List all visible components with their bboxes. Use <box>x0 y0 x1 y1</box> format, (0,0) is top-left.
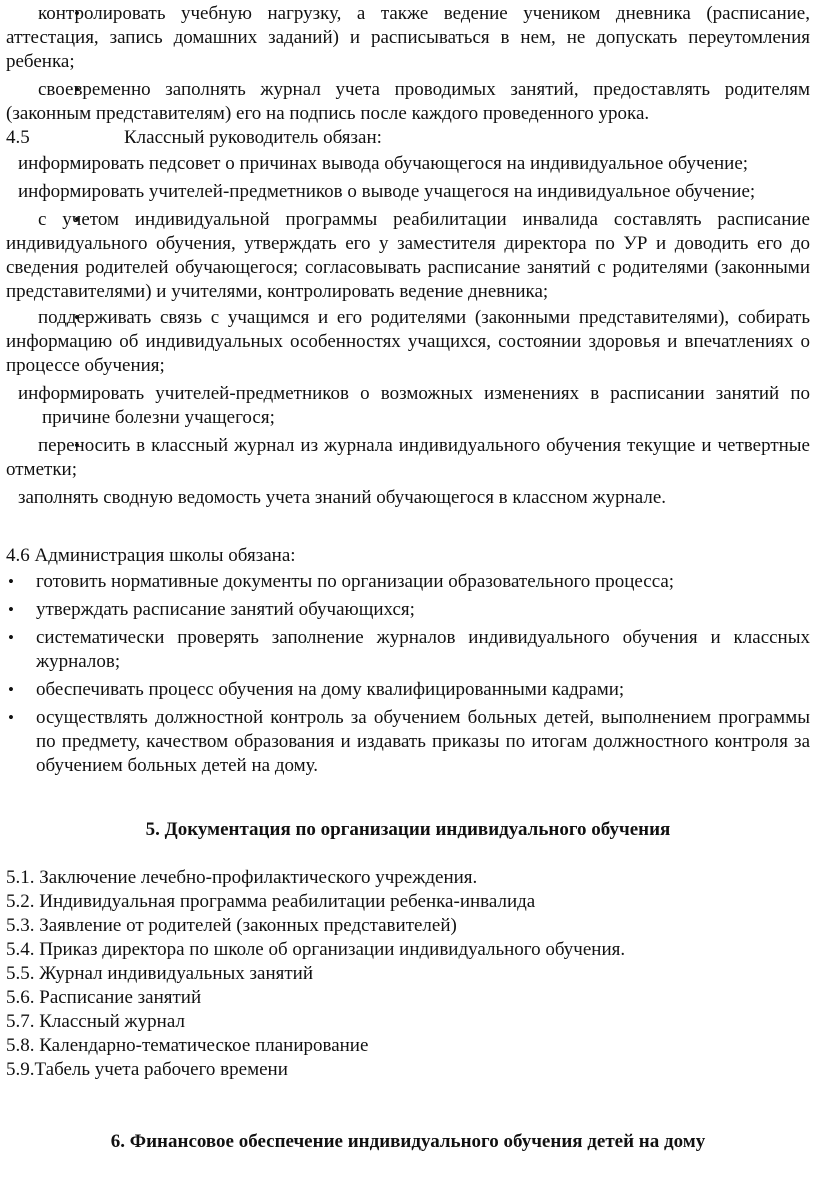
section-4-6-title: 4.6 Администрация школы обязана: <box>6 545 296 566</box>
section-5-item: 5.7. Классный журнал <box>6 1011 185 1032</box>
section-5-item: 5.2. Индивидуальная программа реабилитации ребенка-инвалида <box>6 891 536 912</box>
section-5-item: 5.9.Табель учета рабочего времени <box>6 1059 288 1080</box>
section-title: Классный руководитель обязан: <box>124 127 382 148</box>
top-bullet-list <box>6 2 810 126</box>
section-5-item: 5.5. Журнал индивидуальных занятий <box>6 963 313 984</box>
list-item: • поддерживать связь с учащимся и его родителями (законными представителями), собирать информацию об индивидуальных особенностях учащихся, состоянии здоровья и впечатлениях о процессе обучения; <box>6 306 810 378</box>
section-6-heading: 6. Финансовое обеспечение индивидуального обучения детей на дому <box>110 1131 706 1152</box>
list-item: • информировать учителей-предметников о возможных изменениях в расписании занятий по причине болезни учащегося; <box>12 382 810 430</box>
list-item: • с учетом индивидуальной программы реабилитации инвалида составлять расписание индивидуального обучения, утверждать его у заместителя директора по УР и доводить его до сведения родителей обучающегося; согласовывать расписание занятий с родителями (законными представителями) и учителями, контролировать ведение дневника; <box>6 208 810 304</box>
list-item: • утверждать расписание занятий обучающихся; <box>6 598 810 622</box>
section-5-item: 5.8. Календарно-тематическое планирование <box>6 1035 369 1056</box>
list-item: • осуществлять должностной контроль за обучением больных детей, выполнением программы по предмету, качеством образования и издавать приказы по итогам должностного контроля за обучением больных детей на дому. <box>6 706 810 778</box>
section-5-item: 5.6. Расписание занятий <box>6 987 202 1008</box>
section-5-item: 5.1. Заключение лечебно-профилактического учреждения. <box>6 867 478 888</box>
section-5-item: 5.3. Заявление от родителей (законных представителей) <box>6 915 457 936</box>
list-item: • переносить в классный журнал из журнала индивидуального обучения текущие и четвертные отметки; <box>6 434 810 482</box>
section-5-heading: 5. Документация по организации индивидуального обучения <box>145 819 671 840</box>
list-item: • заполнять сводную ведомость учета знаний обучающегося в классном журнале. <box>12 486 810 510</box>
list-item: • информировать учителей-предметников о выводе учащегося на индивидуальное обучение; <box>12 180 810 204</box>
list-item: • информировать педсовет о причинах вывода обучающегося на индивидуальное обучение; <box>12 152 810 176</box>
section-5-item: 5.4. Приказ директора по школе об организации индивидуального обучения. <box>6 939 626 960</box>
section-number: 4.5 <box>6 127 30 148</box>
list-item: • готовить нормативные документы по организации образовательного процесса; <box>6 570 810 594</box>
list-item: • своевременно заполнять журнал учета проводимых занятий, предоставлять родителям (законным представителям) его на подпись после каждого проведенного урока. <box>6 78 810 126</box>
section-4-6-list <box>6 570 810 778</box>
section-4-5-title <box>6 126 382 150</box>
section-4-5-list <box>6 152 810 510</box>
list-item: • систематически проверять заполнение журналов индивидуального обучения и классных журналов; <box>6 626 810 674</box>
list-item: • контролировать учебную нагрузку, а также ведение учеником дневника (расписание, аттестация, запись домашних заданий) и расписываться в нем, не допускать переутомления ребенка; <box>6 2 810 74</box>
list-item: • обеспечивать процесс обучения на дому квалифицированными кадрами; <box>6 678 810 702</box>
